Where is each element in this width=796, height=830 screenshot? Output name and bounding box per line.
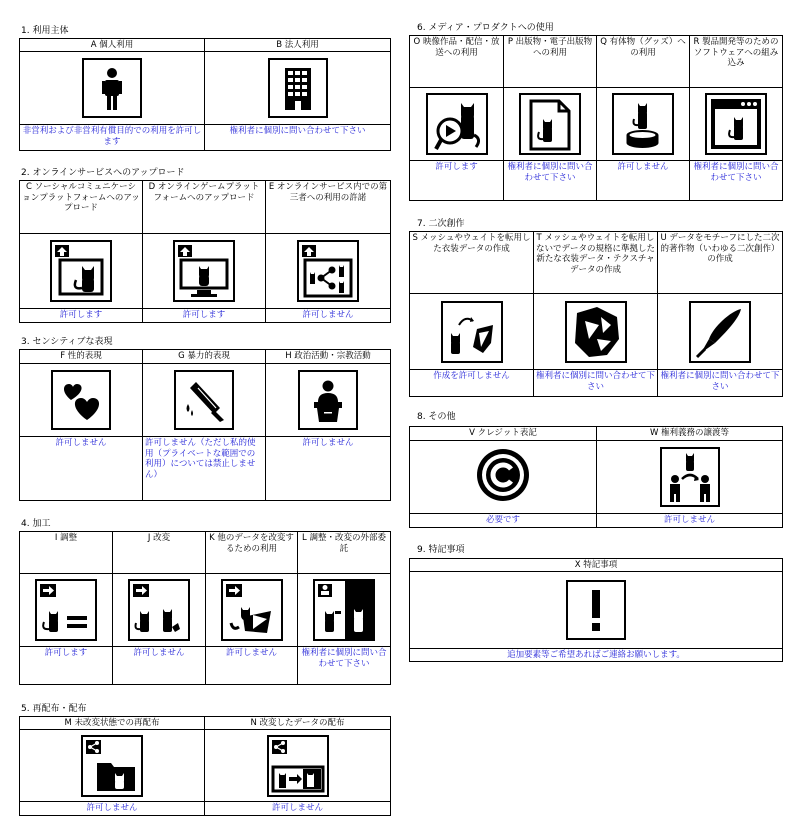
header-modify: J 改変 bbox=[113, 532, 206, 574]
section-title-usage-subject: 1. 利用主体 bbox=[21, 26, 69, 36]
header-social-upload: C ソーシャルコミュニケーションプラットフォームへのアップロード bbox=[20, 181, 143, 234]
media-products-table bbox=[409, 35, 783, 201]
status-credit: 必要です bbox=[410, 514, 597, 528]
status-video-broadcast: 許可します bbox=[410, 161, 504, 201]
copyright-icon bbox=[473, 445, 533, 509]
header-violent: G 暴力的表現 bbox=[143, 350, 266, 364]
video-cat-icon bbox=[426, 93, 488, 155]
header-political-religious: H 政治活動・宗教活動 bbox=[266, 350, 391, 364]
software-cat-icon bbox=[705, 93, 767, 155]
sensitive-table bbox=[19, 349, 391, 501]
header-adjust: I 調整 bbox=[20, 532, 113, 574]
header-special-notes: X 特記事項 bbox=[410, 559, 783, 572]
upload-cat-icon bbox=[50, 240, 112, 302]
other-table bbox=[409, 426, 783, 528]
online-upload-table bbox=[19, 180, 391, 323]
header-new-clothing: T メッシュやウェイトを転用しないでデータの規格に準拠した新たな衣装データ・テクスチャデータの作成 bbox=[534, 232, 658, 294]
status-publication: 権利者に個別に問い合わせて下さい bbox=[504, 161, 597, 201]
header-rights-transfer: W 権利義務の譲渡等 bbox=[597, 427, 783, 441]
publication-cat-icon bbox=[519, 93, 581, 155]
status-software: 権利者に個別に問い合わせて下さい bbox=[690, 161, 783, 201]
header-outsource: L 調整・改変の外部委託 bbox=[298, 532, 391, 574]
section-title-online-upload: 2. オンラインサービスへのアップロード bbox=[21, 168, 185, 178]
header-unmodified-redistribution: M 未改変状態での再配布 bbox=[20, 717, 205, 730]
upload-monitor-cat-icon bbox=[173, 240, 235, 302]
section-title-sensitive: 3. センシティブな表現 bbox=[21, 337, 113, 347]
modify-other-icon bbox=[221, 579, 283, 641]
status-modify-other: 許可しません bbox=[206, 647, 298, 685]
header-sexual: F 性的表現 bbox=[20, 350, 143, 364]
status-goods: 許可しません bbox=[597, 161, 690, 201]
figure-cat-icon bbox=[612, 93, 674, 155]
status-outsource: 権利者に個別に問い合わせて下さい bbox=[298, 647, 391, 685]
upload-share-cats-icon bbox=[297, 240, 359, 302]
status-special-notes: 追加要素等ご希望あればご連絡お願いします。 bbox=[410, 648, 783, 662]
section-title-media-products: 6. メディア・プロダクトへの使用 bbox=[417, 23, 554, 33]
modify-cats-icon bbox=[128, 579, 190, 641]
header-software: R 製品開発等のためのソフトウェアへの組み込み bbox=[690, 36, 783, 88]
processing-table bbox=[19, 531, 391, 685]
status-third-party-license: 許可しません bbox=[266, 309, 391, 323]
header-goods: Q 有体物（グッズ）への利用 bbox=[597, 36, 690, 88]
header-modify-other: K 他のデータを改変するための利用 bbox=[206, 532, 298, 574]
header-personal-use: A 個人利用 bbox=[20, 39, 205, 52]
status-modify: 許可しません bbox=[113, 647, 206, 685]
status-social-upload: 許可します bbox=[20, 309, 143, 323]
status-violent: 許可しません（ただし私的使用（プライベートな範囲での利用）については禁止しません） bbox=[143, 437, 266, 501]
section-title-redistribution: 5. 再配布・配布 bbox=[21, 704, 87, 714]
status-rights-transfer: 許可しません bbox=[597, 514, 783, 528]
knife-icon bbox=[174, 370, 234, 430]
header-third-party-license: E オンラインサービス内での第三者への利用の許諾 bbox=[266, 181, 391, 234]
section-title-processing: 4. 加工 bbox=[21, 519, 51, 529]
share-modified-icon bbox=[267, 735, 329, 797]
header-fan-creation: U データをモチーフにした二次的著作物（いわゆる二次創作）の作成 bbox=[658, 232, 783, 294]
clothing-cat-icon bbox=[441, 301, 503, 363]
status-fan-creation: 権利者に個別に問い合わせて下さい bbox=[658, 370, 783, 397]
adjust-cat-icon bbox=[35, 579, 97, 641]
exclamation-icon bbox=[566, 580, 626, 640]
header-publication: P 出版物・電子出版物への利用 bbox=[504, 36, 597, 88]
usage-subject-table bbox=[19, 38, 391, 151]
status-personal-use: 非営利および非営利有償目的での利用を許可します bbox=[20, 125, 205, 151]
redistribution-table bbox=[19, 716, 391, 816]
status-adjust: 許可します bbox=[20, 647, 113, 685]
share-folder-cat-icon bbox=[81, 735, 143, 797]
outsource-icon bbox=[313, 579, 375, 641]
status-new-clothing: 権利者に個別に問い合わせて下さい bbox=[534, 370, 658, 397]
status-unmodified-redistribution: 許可しません bbox=[20, 802, 205, 816]
status-political-religious: 許可しません bbox=[266, 437, 391, 501]
pen-nib-icon bbox=[689, 301, 751, 363]
person-icon bbox=[82, 58, 142, 118]
section-title-derivative-works: 7. 二次創作 bbox=[417, 219, 465, 229]
header-game-upload: D オンラインゲームプラットフォームへのアップロード bbox=[143, 181, 266, 234]
header-clothing-reuse: S メッシュやウェイトを転用した衣装データの作成 bbox=[410, 232, 534, 294]
header-video-broadcast: O 映像作品・配信・放送への利用 bbox=[410, 36, 504, 88]
status-modified-distribution: 許可しません bbox=[205, 802, 391, 816]
section-title-other: 8. その他 bbox=[417, 412, 456, 422]
hearts-icon bbox=[51, 370, 111, 430]
header-modified-distribution: N 改変したデータの配布 bbox=[205, 717, 391, 730]
new-clothing-icon bbox=[565, 301, 627, 363]
status-game-upload: 許可します bbox=[143, 309, 266, 323]
status-clothing-reuse: 作成を許可しません bbox=[410, 370, 534, 397]
derivative-works-table bbox=[409, 231, 783, 397]
podium-icon bbox=[298, 370, 358, 430]
header-corporate-use: B 法人利用 bbox=[205, 39, 391, 52]
building-icon bbox=[268, 58, 328, 118]
header-credit: V クレジット表記 bbox=[410, 427, 597, 441]
status-corporate-use: 権利者に個別に問い合わせて下さい bbox=[205, 125, 391, 151]
transfer-rights-icon bbox=[660, 447, 720, 507]
special-notes-table bbox=[409, 558, 783, 662]
section-title-special-notes: 9. 特記事項 bbox=[417, 545, 465, 555]
status-sexual: 許可しません bbox=[20, 437, 143, 501]
